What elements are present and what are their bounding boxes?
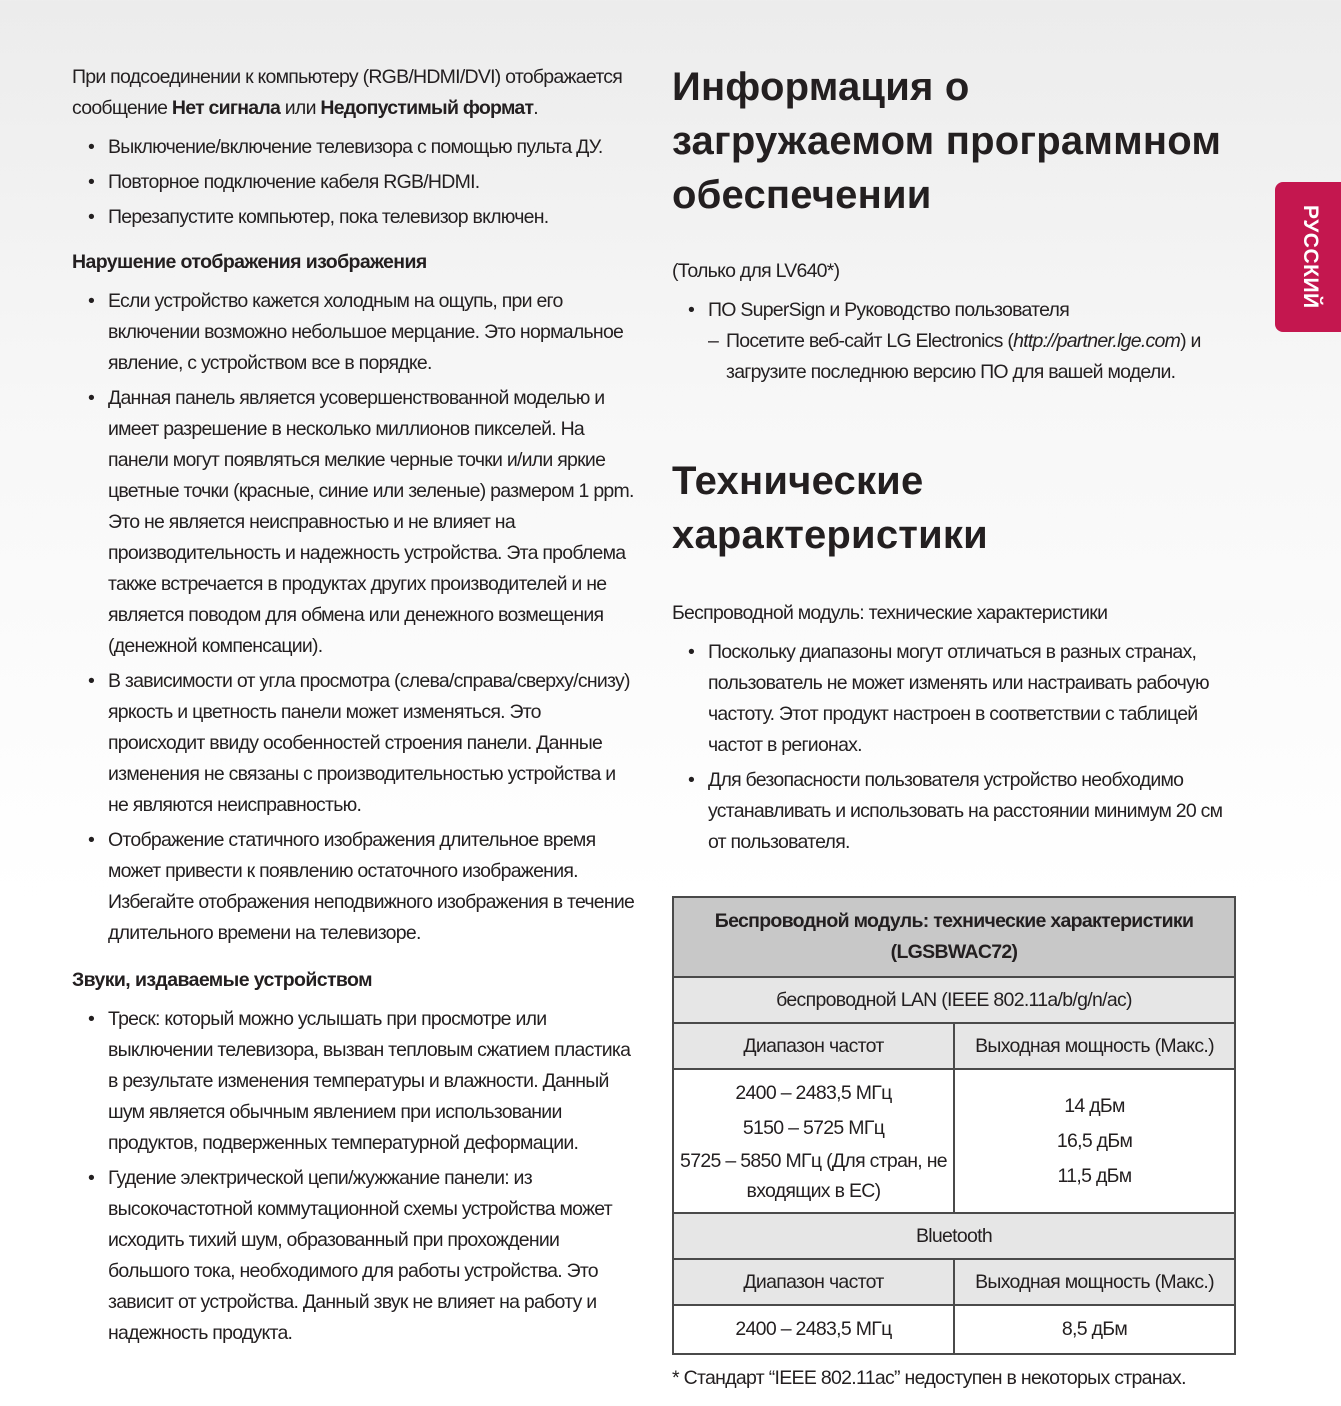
freq-value: 2400 – 2483,5 МГц xyxy=(735,1082,892,1104)
list-item: • Отображение статичного изображения длительное время может привести к появлению остаточного изображения. Избегайте отображения неподвижного изображения в течение длительного времени на телевизоре. xyxy=(72,825,637,949)
sounds-list xyxy=(72,1004,637,1349)
partner-link[interactable]: http://partner.lge.com xyxy=(1013,330,1181,352)
table-header xyxy=(673,897,1235,977)
section-heading: Нарушение отображения изображения xyxy=(72,251,427,273)
list-item: • Перезапустите компьютер, пока телевизор включен. xyxy=(72,202,637,233)
page-heading: Информация о загружаемом программном обеспечении xyxy=(672,65,1222,217)
wlan-row: беспроводной LAN (IEEE 802.11a/b/g/n/ac) xyxy=(673,977,1235,1023)
wlan-freq-cell xyxy=(673,1069,954,1213)
wireless-list xyxy=(672,637,1237,858)
list-item: • Выключение/включение телевизора с помощью пульта ДУ. xyxy=(72,132,637,163)
list-item: • Для безопасности пользователя устройство необходимо устанавливать и использовать на расстоянии минимум 20 см от пользователя. xyxy=(672,765,1237,858)
table-model: (LGSBWAC72) xyxy=(890,941,1018,963)
left-column xyxy=(72,62,637,1349)
bt-power-cell: 8,5 дБм xyxy=(954,1305,1235,1354)
intro-paragraph xyxy=(72,62,637,124)
list-item xyxy=(672,326,1237,388)
col-header-power: Выходная мощность (Макс.) xyxy=(954,1023,1235,1069)
list-item: • Повторное подключение кабеля RGB/HDMI. xyxy=(72,167,637,198)
language-label: РУССКИЙ xyxy=(1299,205,1322,309)
model-note: (Только для LV640*) xyxy=(672,260,840,282)
list-item: • Поскольку диапазоны могут отличаться в разных странах, пользователь не может изменять или настраивать рабочую частоту. Этот продукт настроен в соответствии с таблицей частот в регионах. xyxy=(672,637,1237,761)
intro-text: . xyxy=(533,97,538,119)
freq-value: 5150 – 5725 МГц xyxy=(742,1117,885,1139)
bt-col-header-power: Выходная мощность (Макс.) xyxy=(954,1259,1235,1305)
invalid-format-text: Недопустимый формат xyxy=(320,97,534,119)
freq-value: 5725 – 5850 МГц (Для стран, не входящих в ЕС) xyxy=(680,1150,947,1202)
bt-freq-cell: 2400 – 2483,5 МГц xyxy=(673,1305,954,1354)
intro-text: или xyxy=(280,97,321,119)
list-item: • В зависимости от угла просмотра (слева/справа/сверху/снизу) яркость и цветность панели может изменяться. Это происходит ввиду особенностей строения панели. Данные изменения не связаны с производительностью устройства и не являются неисправностью. xyxy=(72,666,637,821)
bt-col-header-freq: Диапазон частот xyxy=(673,1259,954,1305)
power-value: 16,5 дБм xyxy=(1056,1129,1133,1152)
list-item: • Гудение электрической цепи/жужжание панели: из высокочастотной коммутационной схемы устройства может исходить тихий шум, образованный при прохождении большого тока, необходимого для работы устройства. Это зависит от устройства. Данный звук не влияет на работу и надежность продукта. xyxy=(72,1163,637,1349)
intro-list xyxy=(72,132,637,233)
col-header-freq: Диапазон частот xyxy=(673,1023,954,1069)
wlan-power-cell xyxy=(954,1069,1235,1213)
list-item: • ПО SuperSign и Руководство пользователя xyxy=(672,295,1237,326)
no-signal-text: Нет сигнала xyxy=(171,97,281,119)
software-list xyxy=(672,295,1237,326)
list-item: • Треск: который можно услышать при просмотре или выключении телевизора, вызван тепловым сжатием пластика в результате изменения температуры и влажности. Данный шум является обычным явлением при использовании продуктов, подверженных температурной деформации. xyxy=(72,1004,637,1159)
power-value: 14 дБм xyxy=(1064,1094,1125,1117)
bluetooth-row: Bluetooth xyxy=(673,1213,1235,1259)
list-item: • Данная панель является усовершенствованной моделью и имеет разрешение в несколько миллионов пикселей. На панели могут появляться мелкие черные точки и/или яркие цветные точки (красные, синие или зеленые) размером 1 ppm. Это не является неисправностью и не влияет на производительность и надежность устройства. Эта проблема также встречается в продуктах других производителей и не является поводом для обмена или денежного возмещения (денежной компенсации). xyxy=(72,383,637,662)
list-item: • Если устройство кажется холодным на ощупь, при его включении возможно небольшое мерцание. Это нормальное явление, с устройством все в порядке. xyxy=(72,286,637,379)
software-sublist xyxy=(672,326,1237,388)
specs-table xyxy=(672,896,1236,1355)
language-tab xyxy=(1275,182,1341,332)
section-heading: Звуки, издаваемые устройством xyxy=(72,969,372,991)
display-issues-list xyxy=(72,286,637,949)
power-value: 11,5 дБм xyxy=(1057,1164,1132,1187)
table-title: Беспроводной модуль: технические характеристики xyxy=(714,910,1194,932)
footnote: * Стандарт “IEEE 802.11ac” недоступен в некоторых странах. xyxy=(672,1367,1186,1389)
specs-heading: Технические характеристики xyxy=(672,459,988,557)
wireless-title: Беспроводной модуль: технические характеристики xyxy=(672,602,1108,624)
right-column xyxy=(672,60,1237,1394)
sub-text: ) и загрузите последнюю версию ПО для вашей модели. xyxy=(726,330,1201,383)
sub-text: Посетите веб-сайт LG Electronics ( xyxy=(726,330,1014,352)
intro-text: При подсоединении к компьютеру (RGB/HDMI/DVI) отображается сообщение xyxy=(72,66,623,119)
